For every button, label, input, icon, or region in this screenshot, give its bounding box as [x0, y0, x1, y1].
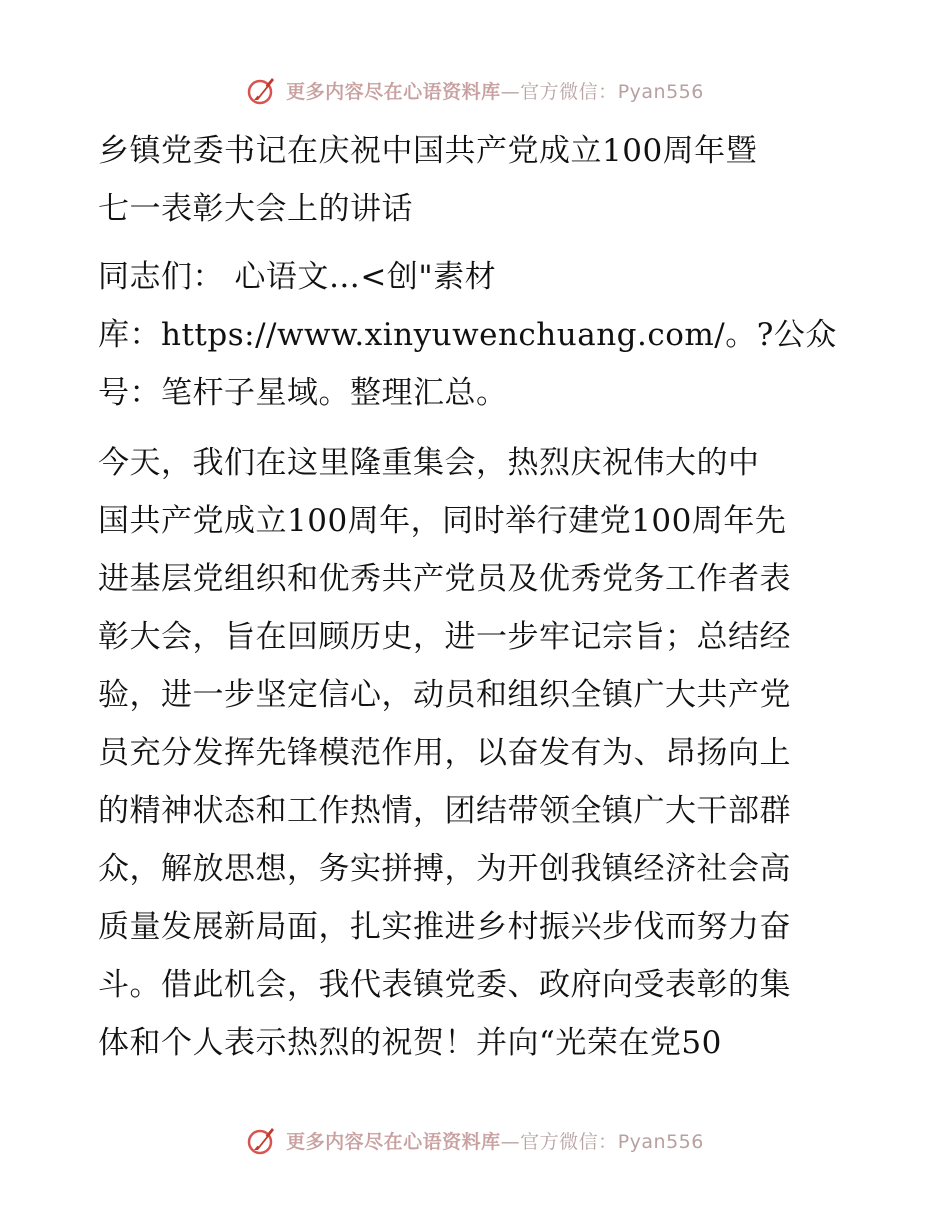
body-line: 体和个人表示热烈的祝贺！并向“光荣在党50	[98, 1025, 722, 1061]
body-line: 员充分发挥先锋模范作用，以奋发有为、昂扬向上	[98, 735, 791, 771]
banner-wechat-id: Pyan556	[617, 80, 704, 103]
quill-pen-logo-icon	[246, 74, 278, 106]
quill-pen-logo-icon	[246, 1124, 278, 1156]
banner-wechat-label: —官方微信：	[500, 80, 618, 103]
body-line: 的精神状态和工作热情，团结带领全镇广大干部群	[98, 793, 791, 829]
title-line: 乡镇党委书记在庆祝中国共产党成立100周年暨	[98, 133, 758, 169]
body-line: 斗。借此机会，我代表镇党委、政府向受表彰的集	[98, 967, 791, 1003]
footer-banner	[0, 1120, 950, 1160]
banner-wechat-label: —官方微信：	[500, 1130, 618, 1153]
banner-wechat-id: Pyan556	[617, 1130, 704, 1153]
banner-text	[286, 77, 704, 104]
body-line: 质量发展新局面，扎实推进乡村振兴步伐而努力奋	[98, 909, 791, 945]
body-line: 众，解放思想，务实拼搏，为开创我镇经济社会高	[98, 851, 791, 887]
intro-line: 库：https://www.xinyuwenchuang.com/。?公众	[98, 317, 837, 353]
body-line: 验，进一步坚定信心，动员和组织全镇广大共产党	[98, 677, 791, 713]
intro-line: 号：笔杆子星域。整理汇总。	[98, 375, 508, 411]
header-banner	[0, 70, 950, 110]
intro-line: 同志们： 心语文…<创"素材	[98, 259, 497, 295]
banner-brand: 更多内容尽在心语资料库	[286, 80, 501, 103]
document-title	[98, 122, 858, 238]
intro-paragraph	[98, 248, 858, 422]
document-body	[98, 122, 858, 1072]
body-paragraph	[98, 434, 858, 1072]
body-line: 国共产党成立100周年，同时举行建党100周年先	[98, 503, 787, 539]
body-line: 彰大会，旨在回顾历史，进一步牢记宗旨；总结经	[98, 619, 791, 655]
body-line: 今天，我们在这里隆重集会，热烈庆祝伟大的中	[98, 445, 760, 481]
banner-brand: 更多内容尽在心语资料库	[286, 1130, 501, 1153]
title-line: 七一表彰大会上的讲话	[98, 191, 413, 227]
banner-text	[286, 1127, 704, 1154]
body-line: 进基层党组织和优秀共产党员及优秀党务工作者表	[98, 561, 791, 597]
